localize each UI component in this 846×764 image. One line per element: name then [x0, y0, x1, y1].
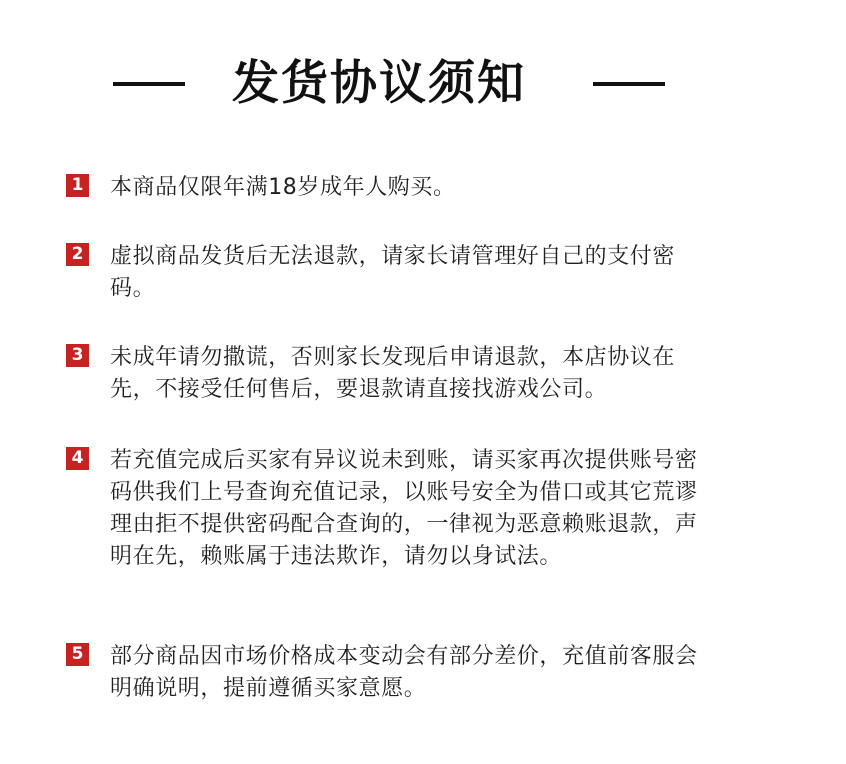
- item-text: 本商品仅限年满18岁成年人购买。: [110, 175, 456, 200]
- title-right-dash: [593, 82, 665, 86]
- item-text: 未成年请勿撒谎，否则家长发现后申请退款，本店协议在先，不接受任何售后，要退款请直接找游戏公司。: [110, 345, 676, 402]
- item-number-badge: 2: [66, 243, 89, 266]
- item-number-badge: 3: [66, 344, 89, 367]
- page-header: [0, 52, 846, 116]
- item-text: 部分商品因市场价格成本变动会有部分差价，充值前客服会明确说明，提前遵循买家意愿。: [110, 644, 698, 701]
- item-number-badge: 5: [66, 643, 89, 666]
- item-text: 虚拟商品发货后无法退款，请家长请管理好自己的支付密码。: [110, 244, 676, 301]
- item-text: 若充值完成后买家有异议说未到账，请买家再次提供账号密码供我们上号查询充值记录，以账号安全为借口或其它荒谬理由拒不提供密码配合查询的，一律视为恶意赖账退款，声明在先，赖账属于违法欺诈，请勿以身试法。: [110, 448, 698, 569]
- page-title: 发货协议须知: [232, 56, 526, 111]
- item-number-badge: 4: [66, 447, 89, 470]
- title-left-dash: [113, 82, 185, 86]
- item-number-badge: 1: [66, 174, 89, 197]
